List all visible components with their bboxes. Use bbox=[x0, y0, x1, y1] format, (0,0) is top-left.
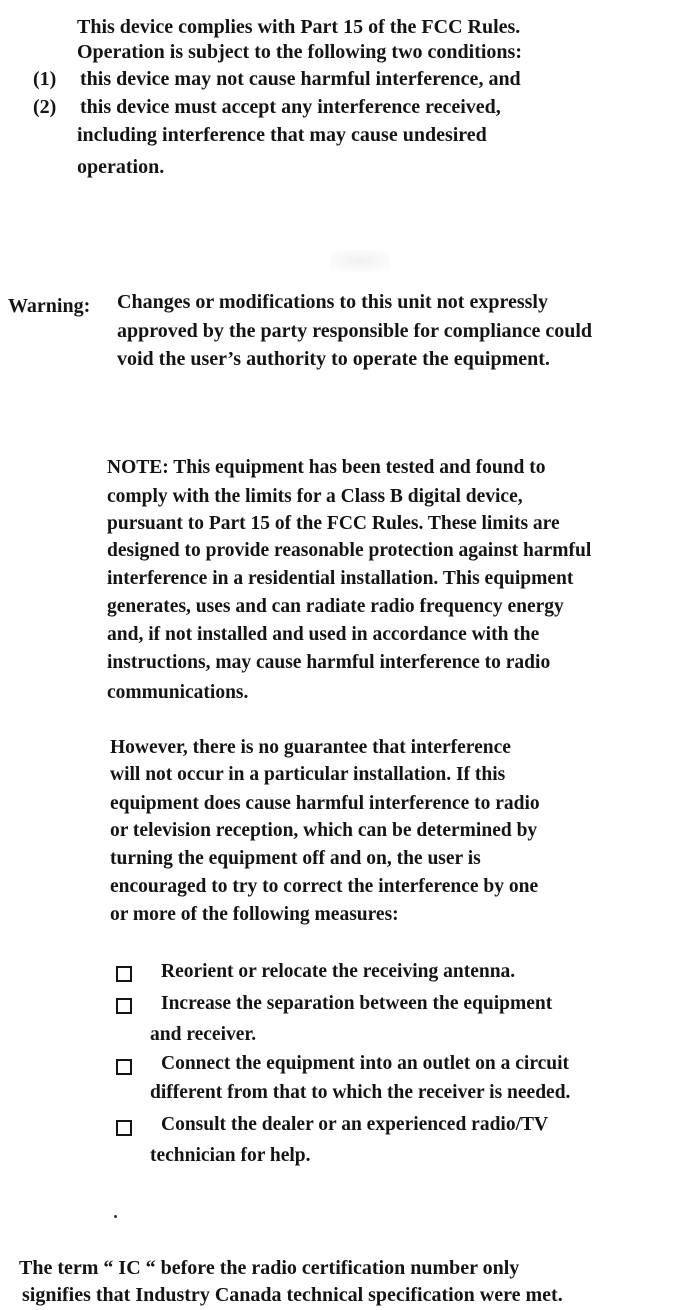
condition-2-continuation-1: including interference that may cause undesired bbox=[77, 124, 487, 146]
measure-2-line-2: and receiver. bbox=[150, 1024, 257, 1045]
ic-line-1: The term “ IC “ before the radio certification number only bbox=[19, 1257, 520, 1279]
condition-2-continuation-2: operation. bbox=[77, 156, 165, 178]
note-line: comply with the limits for a Class B digital device, bbox=[107, 486, 523, 507]
however-line: will not occur in a particular installation. If this bbox=[110, 764, 506, 785]
warning-line-2: approved by the party responsible for compliance could bbox=[117, 320, 593, 342]
checkbox-icon bbox=[116, 998, 132, 1014]
however-line: or television reception, which can be determined by bbox=[110, 820, 538, 841]
scan-smudge bbox=[330, 250, 390, 272]
measure-3-line-1: Connect the equipment into an outlet on a circuit bbox=[161, 1053, 570, 1074]
measure-2-line-1: Increase the separation between the equipment bbox=[161, 993, 553, 1014]
note-line: interference in a residential installation. This equipment bbox=[107, 568, 574, 589]
warning-line-1: Changes or modifications to this unit not expressly bbox=[117, 291, 548, 313]
measure-4-line-1: Consult the dealer or an experienced radio/TV bbox=[161, 1114, 549, 1135]
condition-1-text: this device may not cause harmful interference, and bbox=[80, 68, 521, 90]
note-line: generates, uses and can radiate radio frequency energy bbox=[107, 596, 564, 617]
fcc-line-2: Operation is subject to the following two conditions: bbox=[77, 41, 522, 63]
however-line: However, there is no guarantee that interference bbox=[110, 737, 511, 758]
ic-line-2: signifies that Industry Canada technical specification were met. bbox=[22, 1284, 563, 1306]
condition-2-text: this device must accept any interference received, bbox=[80, 96, 501, 118]
note-line: designed to provide reasonable protection against harmful bbox=[107, 540, 592, 561]
note-line: communications. bbox=[107, 682, 249, 703]
note-line: and, if not installed and used in accordance with the bbox=[107, 624, 540, 645]
checkbox-icon bbox=[116, 966, 132, 982]
warning-line-3: void the user’s authority to operate the equipment. bbox=[117, 348, 550, 370]
note-line: instructions, may cause harmful interference to radio bbox=[107, 652, 551, 673]
however-line: equipment does cause harmful interference to radio bbox=[110, 793, 540, 814]
condition-2-number: (2) bbox=[33, 96, 57, 118]
stray-dot bbox=[114, 1215, 117, 1218]
checkbox-icon bbox=[116, 1059, 132, 1075]
note-line: pursuant to Part 15 of the FCC Rules. These limits are bbox=[107, 513, 560, 534]
condition-1-number: (1) bbox=[33, 68, 57, 90]
measure-1-line-1: Reorient or relocate the receiving antenna. bbox=[161, 961, 516, 982]
note-line: NOTE: This equipment has been tested and found to bbox=[107, 457, 546, 478]
fcc-line-1: This device complies with Part 15 of the FCC Rules. bbox=[77, 16, 521, 38]
warning-label: Warning: bbox=[8, 295, 91, 317]
however-line: or more of the following measures: bbox=[110, 904, 399, 925]
measure-4-line-2: technician for help. bbox=[150, 1145, 311, 1166]
measure-3-line-2: different from that to which the receiver is needed. bbox=[150, 1082, 571, 1103]
however-line: encouraged to try to correct the interference by one bbox=[110, 876, 539, 897]
checkbox-icon bbox=[116, 1120, 132, 1136]
however-line: turning the equipment off and on, the user is bbox=[110, 848, 481, 869]
